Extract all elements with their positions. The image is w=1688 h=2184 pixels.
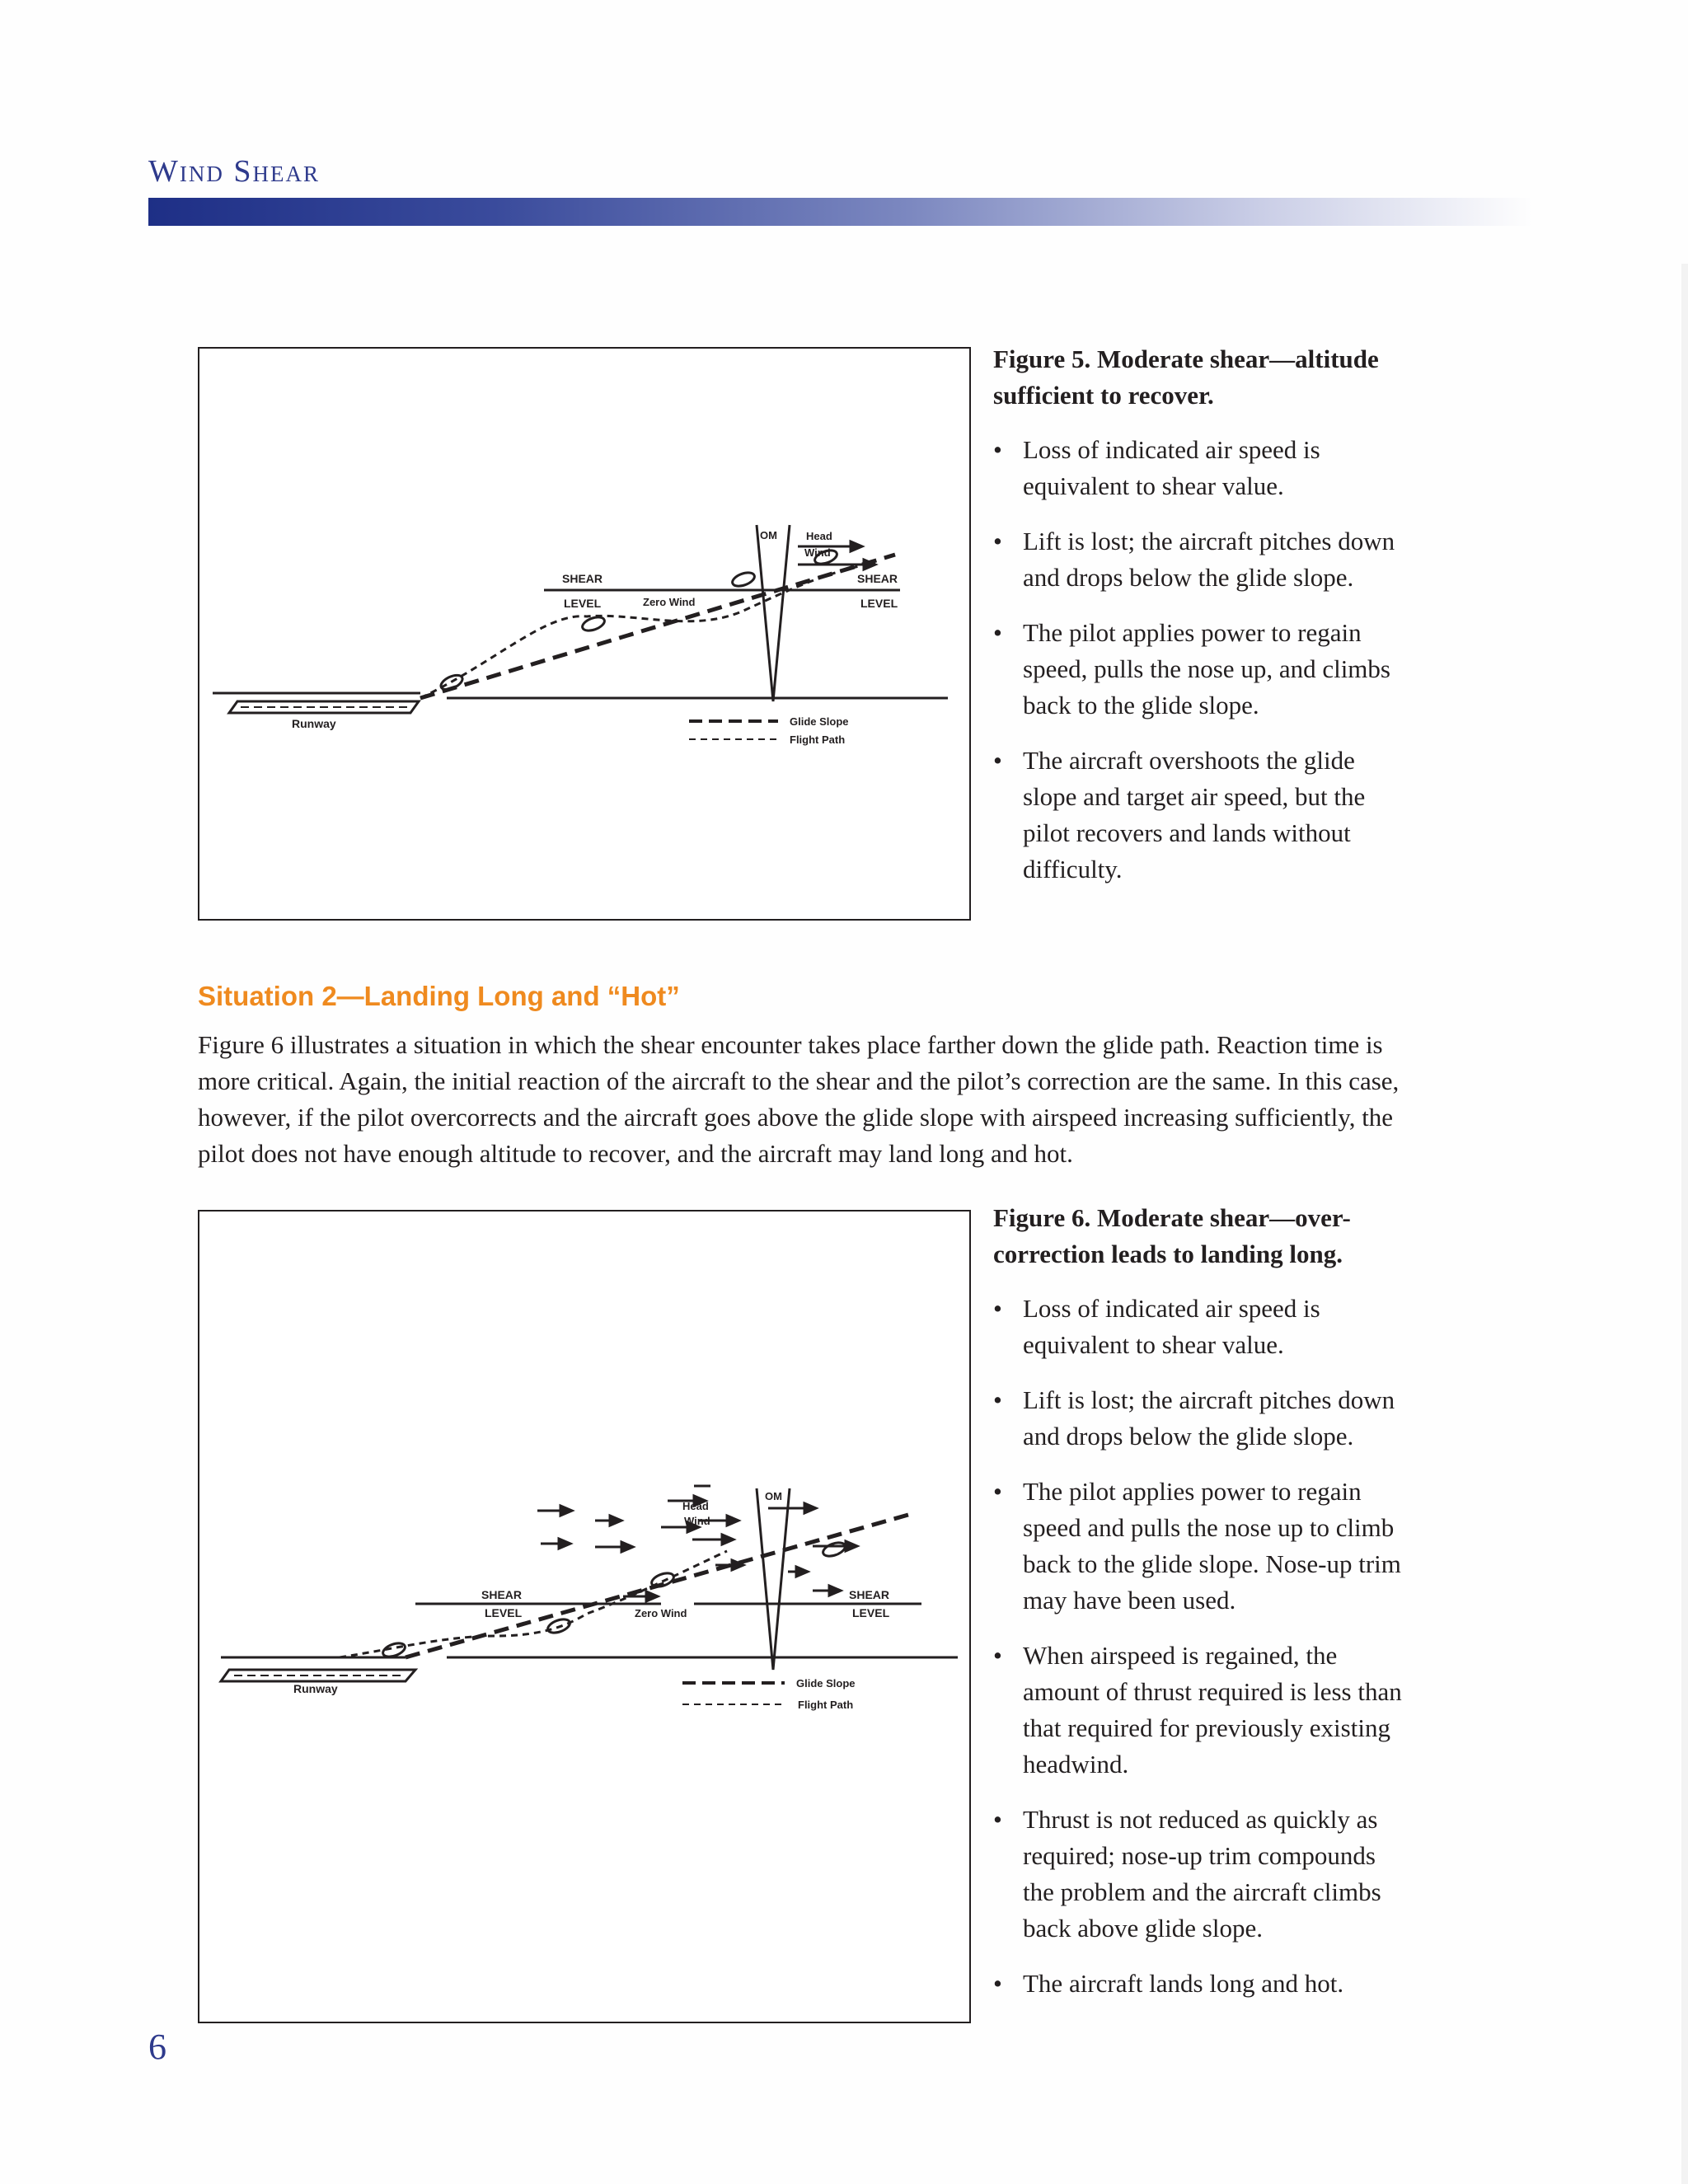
list-item: • Lift is lost; the aircraft pitches down and drops below the glide slope.	[993, 1382, 1405, 1455]
om-label: OM	[765, 1490, 782, 1502]
list-item: • Thrust is not reduced as quickly as required; nose-up trim compounds the problem and the aircraft climbs back above glide slope.	[993, 1802, 1405, 1947]
head-label: Head	[806, 530, 832, 542]
zero-wind-label: Zero Wind	[635, 1607, 687, 1619]
bullet-glyph: •	[993, 527, 1002, 555]
wind-label: Wind	[804, 546, 831, 559]
list-item: • The aircraft overshoots the glide slope and target air speed, but the pilot recovers and lands without difficulty.	[993, 743, 1405, 888]
figure-6-bullet-list	[993, 1291, 1405, 2002]
list-item: • When airspeed is regained, the amount of thrust required is less than that required for previously existing headwind.	[993, 1638, 1405, 1783]
bullet-glyph: •	[993, 1294, 1002, 1323]
figure-6-diagram	[198, 1210, 971, 2023]
figure-5-sidebar	[993, 341, 1405, 907]
list-item: • The aircraft lands long and hot.	[993, 1966, 1405, 2002]
bullet-glyph: •	[993, 618, 1002, 647]
zero-wind-label: Zero Wind	[643, 596, 696, 608]
figure-6-caption: Figure 6. Moderate shear—over-correction leads to landing long.	[993, 1203, 1351, 1268]
figure-6-sidebar	[993, 1200, 1405, 2021]
bullet-glyph: •	[993, 1805, 1002, 1834]
page-number: 6	[148, 2027, 166, 2067]
list-item: • The pilot applies power to regain speed, pulls the nose up, and climbs back to the glide slope.	[993, 615, 1405, 724]
om-beacon-cone	[757, 525, 790, 701]
om-label: OM	[760, 529, 777, 541]
shear-right-label: SHEAR	[849, 1588, 890, 1601]
legend-glide-slope: Glide Slope	[796, 1677, 856, 1690]
head-label: Head	[682, 1500, 709, 1512]
running-header: Wind Shear	[148, 154, 320, 189]
bullet-glyph: •	[993, 1641, 1002, 1670]
legend-glide-slope: Glide Slope	[790, 715, 849, 728]
bullet-glyph: •	[993, 1385, 1002, 1414]
figure-5-diagram	[198, 347, 971, 921]
legend-flight-path: Flight Path	[798, 1699, 854, 1711]
section-heading: Situation 2—Landing Long and “Hot”	[198, 981, 680, 1011]
om-beacon-cone	[757, 1488, 790, 1670]
header-gradient-bar	[148, 198, 1533, 226]
figure-5-caption: Figure 5. Moderate shear—altitude sufficient to recover.	[993, 344, 1379, 410]
bullet-glyph: •	[993, 1969, 1002, 1998]
list-item: • Loss of indicated air speed is equivalent to shear value.	[993, 432, 1405, 504]
level-right-label: LEVEL	[852, 1606, 890, 1619]
level-left-label: LEVEL	[564, 597, 602, 610]
section-paragraph: Figure 6 illustrates a situation in which the shear encounter takes place farther down the glide path. Reaction time is more critical. Again, the initial reaction of the aircraft to the shear and the pilot’s correction are the same. In this case, however, if the pilot overcorrects and the aircraft goes above the glide slope with airspeed increasing sufficiently, the pilot does not have enough altitude to recover, and the aircraft may land long and hot.	[198, 1030, 1400, 1168]
shear-left-label: SHEAR	[562, 572, 603, 585]
list-item: • Lift is lost; the aircraft pitches down and drops below the glide slope.	[993, 523, 1405, 596]
aircraft-icon	[438, 548, 838, 693]
level-right-label: LEVEL	[860, 597, 898, 610]
wind-label: Wind	[684, 1515, 710, 1527]
list-item: • Loss of indicated air speed is equivalent to shear value.	[993, 1291, 1405, 1363]
level-left-label: LEVEL	[485, 1606, 523, 1619]
bullet-glyph: •	[993, 1477, 1002, 1506]
list-item: • The pilot applies power to regain speed and pulls the nose up to climb back to the glide slope. Nose-up trim may have been used.	[993, 1474, 1405, 1619]
bullet-glyph: •	[993, 435, 1002, 464]
legend-flight-path: Flight Path	[790, 733, 846, 746]
page-edge-shadow	[1681, 264, 1688, 2184]
shear-left-label: SHEAR	[481, 1588, 523, 1601]
figure-5-bullet-list	[993, 432, 1405, 888]
shear-right-label: SHEAR	[857, 572, 898, 585]
runway-label: Runway	[292, 717, 336, 730]
bullet-glyph: •	[993, 746, 1002, 775]
runway-label: Runway	[293, 1682, 338, 1695]
